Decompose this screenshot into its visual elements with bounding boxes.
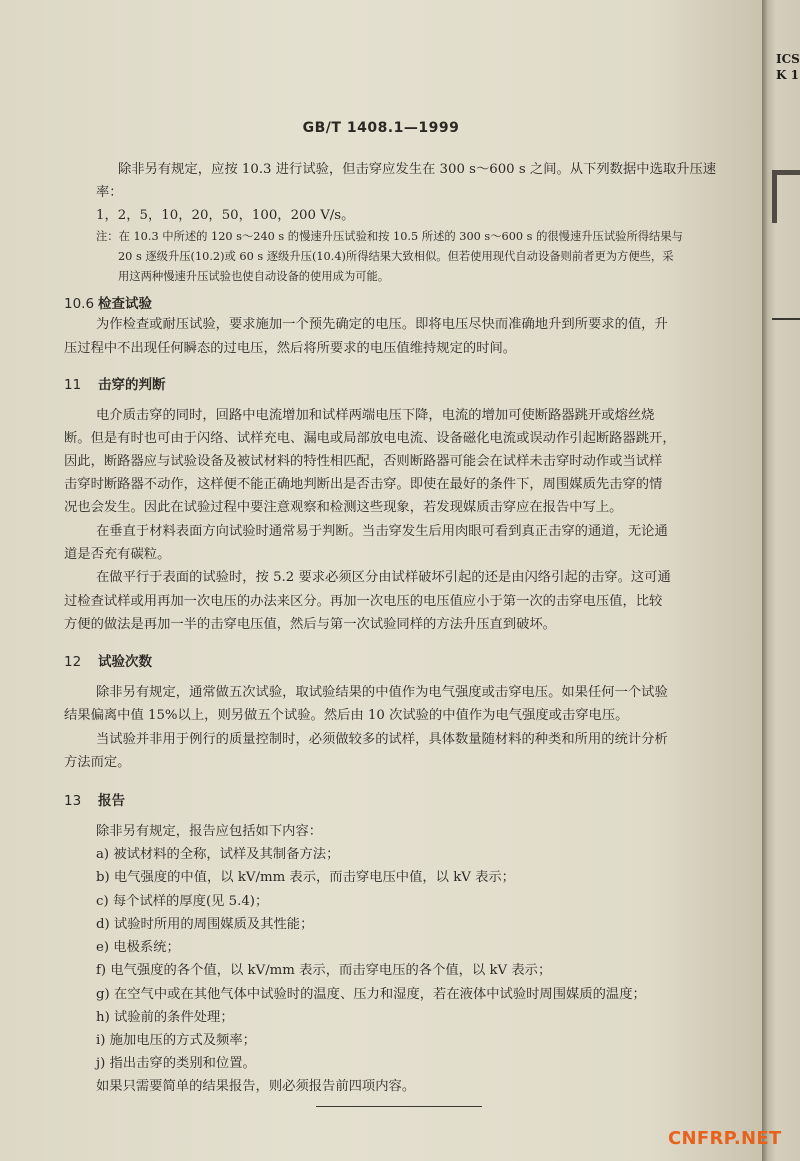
para-line: 方法而定。	[64, 755, 131, 770]
intro-line: 除非另有规定，应按 10.3 进行试验，但击穿应发生在 300 s～600 s 之间。从下列数据中选取升压速	[118, 162, 717, 177]
para-line: 当试验并非用于例行的质量控制时，必须做较多的试样，具体数量随材料的种类和所用的统计分析	[96, 732, 668, 747]
report-item: c) 每个试样的厚度(见 5.4)；	[96, 894, 269, 909]
report-item: h) 试验前的条件处理；	[96, 1010, 234, 1025]
edge-k-text: K 1	[776, 68, 799, 82]
report-item: g) 在空气中或在其他气体中试验时的温度、压力和湿度，若在液体中试验时周围媒质的温度；	[96, 987, 646, 1002]
report-closing: 如果只需要简单的结果报告，则必须报告前四项内容。	[96, 1079, 416, 1094]
para-line: 为作检查或耐压试验，要求施加一个预先确定的电压。即将电压尽快而准确地升到所要求的值，升	[96, 317, 668, 332]
next-page-edge	[762, 0, 800, 1161]
report-item: b) 电气强度的中值，以 kV/mm 表示，而击穿电压中值，以 kV 表示；	[96, 870, 515, 885]
section-title: 击穿的判断	[98, 377, 166, 393]
section-number: 10.6	[64, 296, 95, 312]
report-item: d) 试验时所用的周围媒质及其性能；	[96, 917, 314, 932]
section-title: 报告	[98, 793, 125, 809]
section-title: 检查试验	[98, 296, 152, 312]
para-line: 击穿时断路器不动作，这样便不能正确地判断出是否击穿。即使在最好的条件下，周围媒质先击穿的情	[64, 477, 663, 492]
para-line: 道是否充有碳粒。	[64, 547, 171, 562]
edge-rule	[772, 318, 800, 320]
page-header: GB/T 1408.1—1999	[302, 120, 460, 136]
intro-line: 率：	[96, 185, 123, 200]
para-line: 压过程中不出现任何瞬态的过电压，然后将所要求的电压值维持规定的时间。	[64, 341, 517, 356]
report-item: a) 被试材料的全称，试样及其制备方法；	[96, 847, 340, 862]
para-line: 在垂直于材料表面方向试验时通常易于判断。当击穿发生后用肉眼可看到真正击穿的通道，无论通	[96, 524, 668, 539]
section-heading-12	[64, 650, 152, 670]
watermark-text: CNFRP.NET	[668, 1128, 782, 1149]
para-line: 因此，断路器应与试验设备及被试材料的特性相匹配，否则断路器可能会在试样未击穿时动作或当试样	[64, 454, 663, 469]
report-item: i) 施加电压的方式及频率；	[96, 1033, 256, 1048]
para-line: 断。但是有时也可由于闪络、试样充电、漏电或局部放电电流、设备磁化电流或误动作引起断路器跳开，	[64, 431, 676, 446]
section-heading-10-6	[64, 292, 152, 312]
rates-list: 1，2，5，10，20，50，100，200 V/s。	[96, 208, 355, 223]
report-item: f) 电气强度的各个值，以 kV/mm 表示，而击穿电压的各个值，以 kV 表示；	[96, 963, 552, 978]
edge-ics-text: ICS	[776, 52, 800, 66]
para-line: 方便的做法是再加一半的击穿电压值，然后与第一次试验同样的方法升压直到破坏。	[64, 617, 556, 632]
para-line: 结果偏离中值 15%以上，则另做五个试验。然后由 10 次试验的中值作为电气强度或击穿电压。	[64, 708, 629, 723]
section-title: 试验次数	[98, 654, 152, 670]
para-line: 在做平行于表面的试验时，按 5.2 要求必须区分由试样破坏引起的还是由闪络引起的击穿。这可通	[96, 570, 671, 585]
section-number: 13	[64, 793, 82, 809]
para-line: 况也会发生。因此在试验过程中要注意观察和检测这些现象，若发现媒质击穿应在报告中写上。	[64, 500, 623, 515]
report-item: e) 电极系统；	[96, 940, 180, 955]
report-item: j) 指出击穿的类别和位置。	[96, 1056, 256, 1071]
para-line: 电介质击穿的同时，回路中电流增加和试样两端电压下降，电流的增加可使断路器跳开或熔丝烧	[96, 408, 655, 423]
report-intro: 除非另有规定，报告应包括如下内容：	[96, 824, 323, 839]
note-line: 注：在 10.3 中所述的 120 s～240 s 的慢速升压试验和按 10.5 所述的 300 s～600 s 的很慢速升压试验所得结果与	[96, 230, 683, 243]
section-number: 11	[64, 377, 82, 393]
note-line: 20 s 逐级升压(10.2)或 60 s 逐级升压(10.4)所得结果大致相似。但若使用现代自动设备则前者更为方便些，采	[118, 250, 674, 263]
para-line: 除非另有规定，通常做五次试验，取试验结果的中值作为电气强度或击穿电压。如果任何一个试验	[96, 685, 668, 700]
end-rule	[316, 1106, 482, 1107]
section-number: 12	[64, 654, 82, 670]
section-heading-13	[64, 789, 125, 809]
section-heading-11	[64, 373, 166, 393]
note-line: 用这两种慢速升压试验也使自动设备的使用成为可能。	[118, 270, 390, 283]
edge-glyph-fragment	[772, 170, 800, 223]
para-line: 过检查试样或用再加一次电压的办法来区分。再加一次电压的电压值应小于第一次的击穿电压值，比较	[64, 594, 663, 609]
